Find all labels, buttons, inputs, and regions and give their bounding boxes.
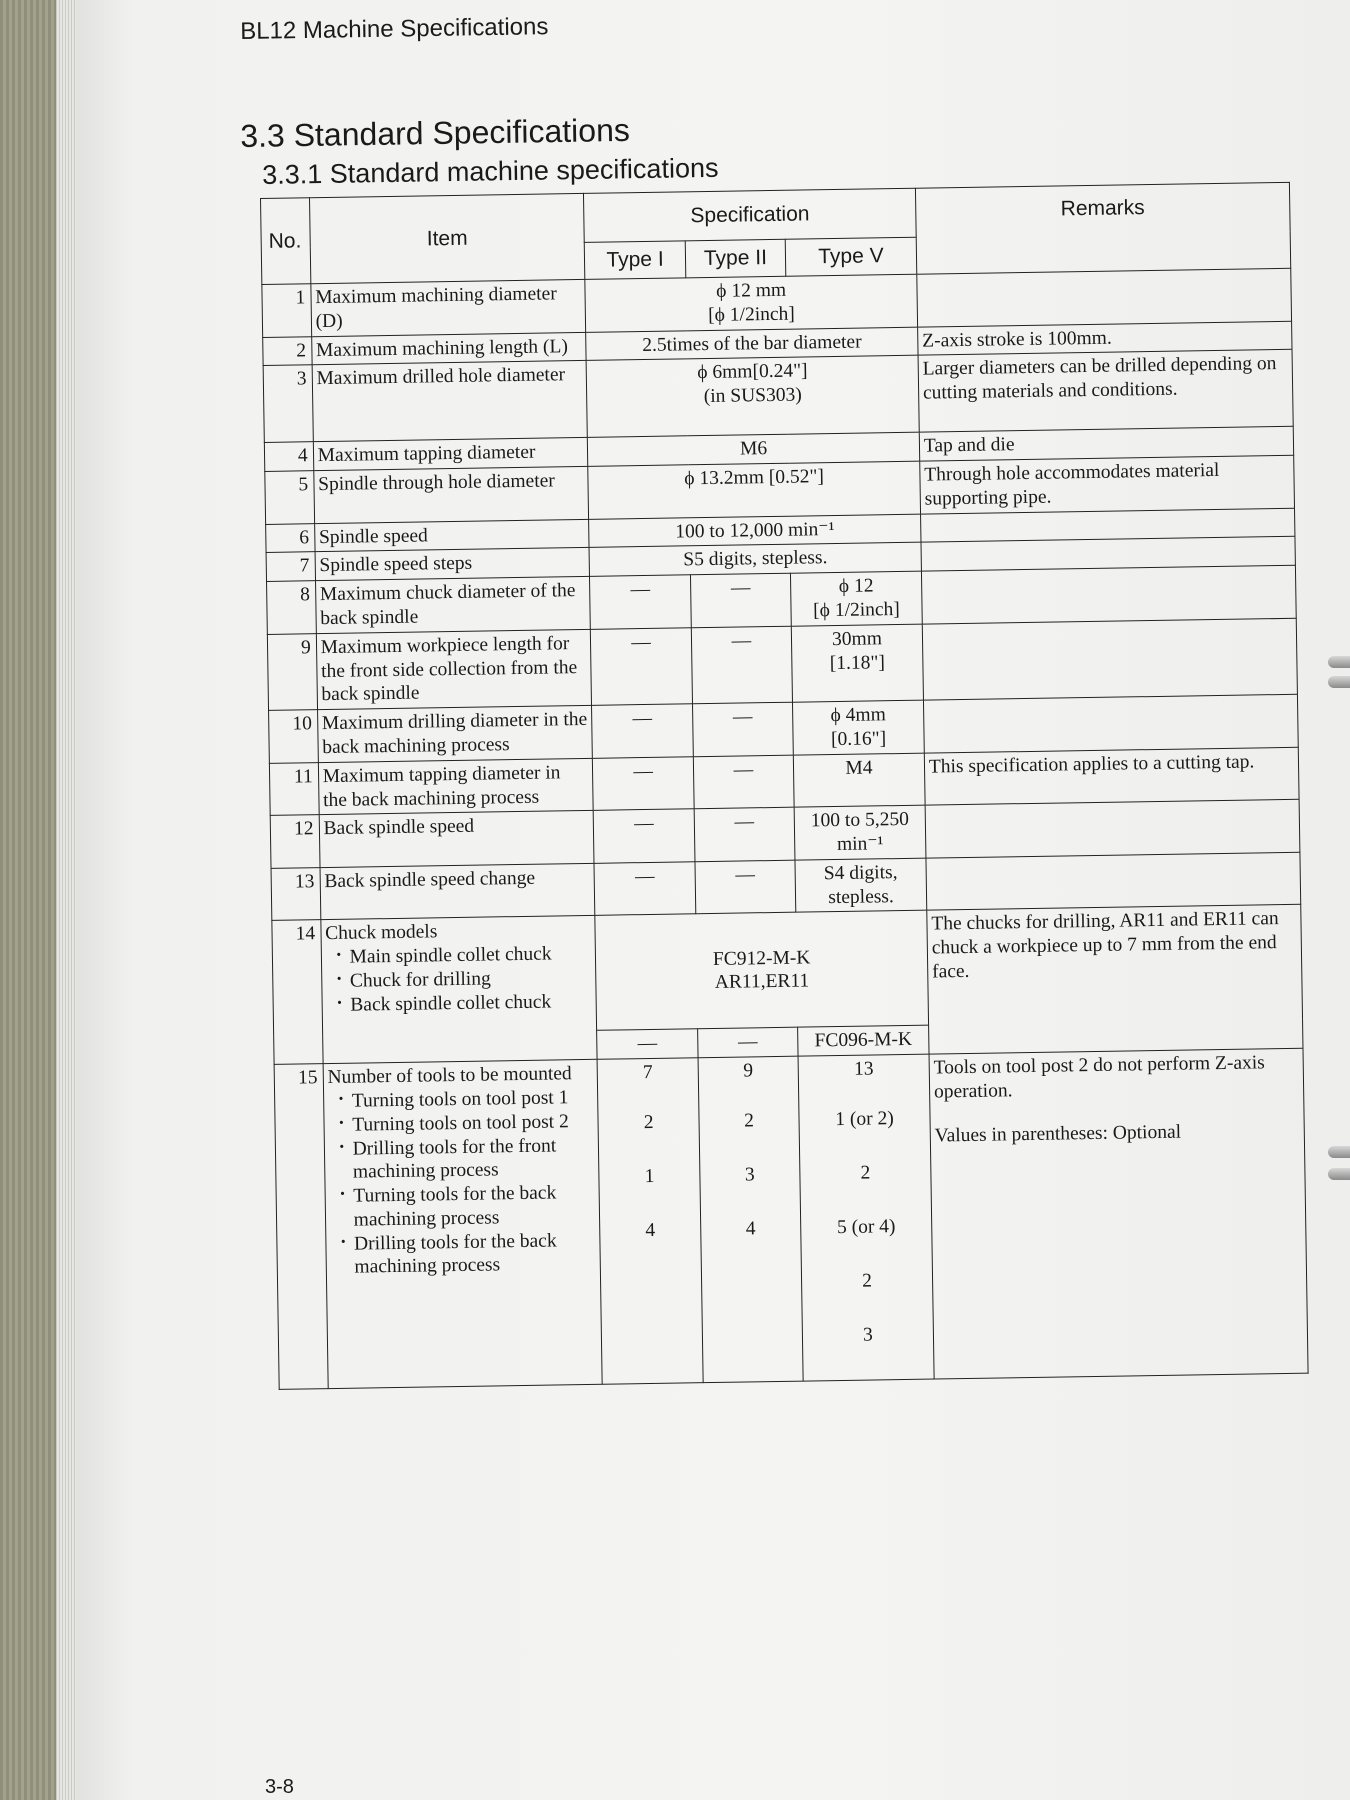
- row-item: Spindle speed steps: [315, 548, 590, 581]
- list-item: · Drilling tools for the back machining process: [338, 1229, 596, 1281]
- tool-count: 1 (or 2): [835, 1108, 894, 1131]
- row-remarks: Tap and die: [919, 427, 1294, 462]
- row-type1: —: [594, 862, 695, 916]
- tool-count: 2: [743, 1110, 755, 1132]
- header-remarks: Remarks: [915, 182, 1290, 274]
- row-item: Maximum machining length (L): [311, 332, 586, 365]
- header-item: Item: [309, 193, 585, 283]
- item-heading: Number of tools to be mounted: [327, 1063, 572, 1089]
- list-item: · Turning tools for the back machining process: [337, 1181, 595, 1233]
- spec-line: ϕ 12: [838, 575, 874, 598]
- header-type1: Type I: [585, 241, 686, 280]
- row-remarks: [921, 566, 1296, 624]
- row-remarks: [923, 694, 1298, 752]
- list-item: · Main spindle collet chuck: [333, 942, 591, 970]
- subsection-title: 3.3.1 Standard machine specifications: [262, 152, 719, 190]
- spec-table-wrapper: [260, 182, 1309, 1390]
- tool-count: 7: [642, 1062, 653, 1084]
- header-type5: Type V: [785, 237, 916, 276]
- binder-ring: [1328, 656, 1350, 668]
- tool-count: 13: [853, 1058, 874, 1080]
- row-type1: —: [590, 575, 691, 629]
- row-no: 9: [267, 633, 317, 710]
- row-no: 14: [272, 920, 323, 1065]
- row-no: 8: [267, 581, 316, 634]
- row-remarks: [922, 618, 1297, 700]
- row-spec: [595, 911, 928, 1031]
- row-remarks: This specification applies to a cutting tap.: [924, 747, 1299, 805]
- tool-count: 2: [862, 1270, 873, 1292]
- binder-ring: [1328, 1168, 1350, 1180]
- tool-count: 1: [644, 1166, 655, 1188]
- binder-ring: [1328, 676, 1350, 688]
- row-type5: S4 digits, stepless.: [795, 858, 927, 913]
- spec-line: (in SUS303): [703, 384, 802, 408]
- spec-line: ϕ 4mm: [830, 704, 886, 727]
- row-item: [323, 1059, 603, 1388]
- row-type5: [798, 1054, 934, 1381]
- list-item: · Turning tools on tool post 2: [336, 1110, 594, 1138]
- page-number: 3-8: [265, 1776, 294, 1798]
- subitem-list: [325, 942, 592, 1018]
- row-type5: FC096-M-K: [798, 1026, 929, 1057]
- row-item: Maximum tapping diameter in the back machining process: [318, 758, 594, 815]
- spec-line: FC912-M-K: [712, 947, 811, 970]
- list-item: · Drilling tools for the front machining process: [336, 1133, 594, 1185]
- table-row: [274, 1048, 1308, 1389]
- row-type2: —: [691, 626, 793, 704]
- running-header: BL12 Machine Specifications: [240, 13, 549, 45]
- tool-count: 4: [745, 1218, 756, 1240]
- row-no: 7: [266, 552, 315, 582]
- row-type2: —: [693, 755, 794, 809]
- row-item: Spindle speed: [314, 519, 589, 552]
- row-spec: [586, 356, 919, 438]
- row-no: 10: [269, 710, 318, 763]
- spec-line: [ϕ 1/2inch]: [813, 599, 901, 622]
- binder-edge: [0, 0, 60, 1800]
- tool-count: [605, 1272, 697, 1327]
- row-remarks: Larger diameters can be drilled depending on cutting materials and conditions.: [918, 350, 1293, 433]
- row-type2: —: [690, 573, 791, 627]
- row-item: Maximum drilled hole diameter: [312, 361, 588, 442]
- row-spec: 100 to 12,000 min⁻¹: [589, 514, 921, 548]
- tool-count: [706, 1271, 798, 1326]
- row-type2: —: [692, 702, 793, 756]
- row-no: 11: [269, 762, 318, 815]
- row-no: 4: [264, 442, 313, 472]
- remark-line: Values in parentheses: Optional: [934, 1121, 1182, 1147]
- row-no: 15: [274, 1064, 328, 1390]
- row-no: 3: [263, 365, 313, 443]
- tool-count: 2: [860, 1162, 871, 1184]
- spec-line: [ϕ 1/2inch]: [708, 303, 795, 326]
- spec-line: 30mm: [831, 628, 883, 650]
- tool-count: 9: [743, 1060, 754, 1082]
- table-row: [272, 905, 1303, 1036]
- row-type5: [791, 571, 923, 626]
- row-type2: [698, 1056, 803, 1383]
- row-spec: ϕ 13.2mm [0.52"]: [588, 461, 920, 519]
- row-type5: M4: [793, 753, 925, 808]
- row-type1: —: [594, 809, 695, 863]
- row-item: Back spindle speed change: [320, 863, 596, 920]
- row-no: 6: [266, 523, 315, 553]
- row-no: 13: [271, 867, 320, 920]
- row-type1: —: [592, 704, 693, 758]
- row-item: Maximum machining diameter (D): [311, 279, 587, 336]
- row-remarks: [926, 852, 1301, 910]
- tool-count: 5 (or 4): [836, 1216, 896, 1239]
- row-remarks: The chucks for drilling, AR11 and ER11 can chuck a workpiece up to 7 mm from the end face.: [927, 905, 1303, 1055]
- header-type2: Type II: [685, 239, 786, 278]
- tool-count: [606, 1326, 698, 1381]
- page-stack-edge: [56, 0, 76, 1800]
- row-item: Maximum drilling diameter in the back machining process: [317, 706, 593, 763]
- row-remarks: Z-axis stroke is 100mm.: [917, 321, 1292, 356]
- tool-count: 4: [645, 1220, 656, 1242]
- row-type1: [597, 1058, 702, 1385]
- row-item: Maximum tapping diameter: [313, 438, 588, 471]
- spec-table: [260, 182, 1309, 1390]
- spec-line: [0.16"]: [830, 728, 887, 751]
- row-type1: —: [591, 628, 693, 706]
- row-type2: —: [695, 860, 796, 914]
- row-type5: 100 to 5,250 min⁻¹: [794, 805, 926, 860]
- spec-line: AR11,ER11: [714, 970, 810, 994]
- subitem-list: [328, 1086, 597, 1280]
- row-no: 12: [270, 815, 319, 868]
- row-type5: [793, 700, 925, 755]
- binder-ring: [1328, 1146, 1350, 1158]
- row-spec: [585, 274, 917, 332]
- row-item: Back spindle speed: [319, 811, 595, 868]
- row-remarks: Through hole accommodates material supporting pipe.: [920, 455, 1295, 513]
- header-specification: Specification: [584, 188, 916, 242]
- row-type1: —: [593, 756, 694, 810]
- row-item: Maximum chuck diameter of the back spindle: [315, 577, 591, 634]
- spec-line: ϕ 12 mm: [716, 279, 787, 302]
- row-remarks: [929, 1048, 1308, 1379]
- item-heading: Chuck models: [325, 921, 438, 945]
- header-no: No.: [261, 198, 311, 285]
- spec-line: [1.18"]: [829, 651, 886, 674]
- row-item: Maximum workpiece length for the front side collection from the back spindle: [316, 629, 592, 710]
- list-item: · Turning tools on tool post 1: [336, 1086, 594, 1114]
- row-type2: —: [697, 1028, 798, 1058]
- row-no: 1: [262, 284, 311, 337]
- row-remarks: [925, 800, 1300, 858]
- tool-count: 3: [862, 1324, 873, 1346]
- row-item: Spindle through hole diameter: [313, 467, 589, 524]
- row-item: [321, 916, 598, 1064]
- list-item: · Back spindle collet chuck: [334, 990, 592, 1018]
- row-type1: —: [597, 1029, 698, 1059]
- spec-line: ϕ 6mm[0.24"]: [697, 360, 808, 384]
- list-item: · Chuck for drilling: [334, 966, 592, 994]
- section-title: 3.3 Standard Specifications: [240, 111, 631, 154]
- row-no: 2: [263, 336, 312, 366]
- row-spec: S5 digits, stepless.: [589, 543, 921, 577]
- remark-line: Tools on tool post 2 do not perform Z-axis operation.: [933, 1052, 1265, 1103]
- tool-count: [707, 1325, 799, 1380]
- row-type5: [791, 624, 923, 702]
- tool-count: 3: [744, 1164, 755, 1186]
- row-no: 5: [265, 471, 314, 524]
- row-spec: 2.5times of the bar diameter: [586, 327, 918, 361]
- tool-count: 2: [643, 1112, 654, 1134]
- row-type2: —: [694, 807, 795, 861]
- row-remarks: [917, 268, 1292, 326]
- row-spec: M6: [588, 433, 920, 467]
